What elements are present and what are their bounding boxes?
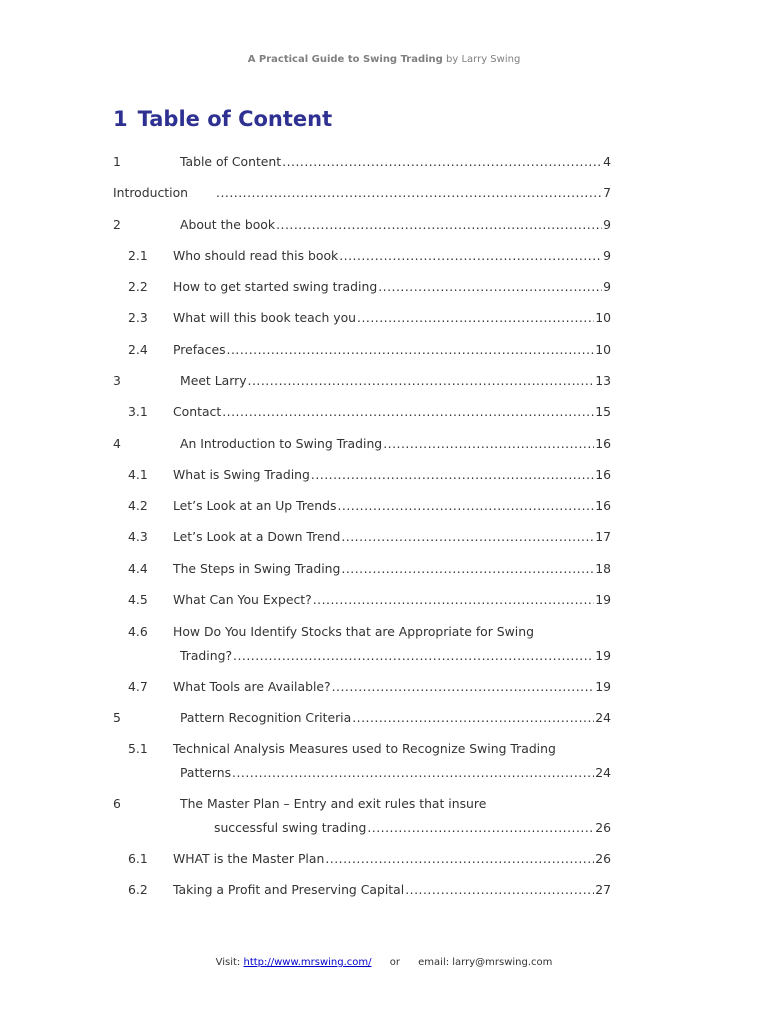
section-title: Table of Content — [137, 107, 333, 131]
toc-leader — [248, 373, 595, 389]
toc-number: 4 — [113, 436, 121, 451]
toc-entry-continuation[interactable] — [180, 648, 611, 664]
toc-leader — [352, 710, 594, 726]
toc-number: 4.5 — [128, 592, 148, 607]
toc-page: 24 — [595, 765, 611, 780]
toc-number: 6.1 — [128, 851, 148, 866]
toc-leader — [232, 765, 594, 781]
toc-title: About the book — [180, 217, 276, 232]
toc-number: 2.3 — [128, 310, 148, 325]
toc-number: 4.3 — [128, 529, 148, 544]
toc-entry[interactable] — [113, 373, 611, 389]
toc-title: An Introduction to Swing Trading — [180, 436, 383, 451]
toc-leader — [222, 404, 594, 420]
toc-number: 2.1 — [128, 248, 148, 263]
toc-entry[interactable] — [113, 436, 611, 452]
toc-leader — [367, 820, 594, 836]
toc-title: Let’s Look at a Down Trend — [173, 529, 341, 544]
toc-page: 17 — [595, 529, 611, 544]
toc-title: What Tools are Available? — [173, 679, 331, 694]
toc-title: Prefaces — [173, 342, 226, 357]
toc-number: 1 — [113, 154, 121, 169]
toc-entry[interactable] — [113, 217, 611, 233]
toc-entry[interactable] — [128, 592, 611, 608]
toc-title: WHAT is the Master Plan — [173, 851, 325, 866]
toc-title: The Steps in Swing Trading — [173, 561, 341, 576]
toc-leader — [227, 342, 595, 358]
toc-title: How to get started swing trading — [173, 279, 378, 294]
toc-entry[interactable] — [128, 679, 611, 695]
toc-number: 2.4 — [128, 342, 148, 357]
page-footer — [0, 957, 768, 968]
toc-entry[interactable] — [128, 467, 611, 483]
toc-page: 4 — [603, 154, 611, 169]
toc-entry[interactable] — [113, 710, 611, 726]
toc-page: 9 — [603, 248, 611, 263]
toc-leader — [233, 648, 594, 664]
toc-leader — [311, 467, 594, 483]
toc-title: Trading? — [180, 648, 233, 663]
toc-leader — [357, 310, 594, 326]
toc-number: 4.7 — [128, 679, 148, 694]
toc-entry-multiline[interactable] — [128, 624, 534, 640]
toc-leader — [405, 882, 594, 898]
toc-title: What is Swing Trading — [173, 467, 310, 482]
toc-page: 18 — [595, 561, 611, 576]
toc-page: 16 — [595, 498, 611, 513]
toc-number: 6 — [113, 796, 121, 811]
toc-title: Who should read this book — [173, 248, 339, 263]
email-text: email: larry@mrswing.com — [418, 957, 553, 968]
toc-leader — [378, 279, 602, 295]
toc-page: 15 — [595, 404, 611, 419]
toc-number: Introduction — [113, 185, 189, 200]
toc-page: 9 — [603, 217, 611, 232]
toc-page: 10 — [595, 342, 611, 357]
toc-entry-continuation[interactable] — [180, 765, 611, 781]
toc-page: 10 — [595, 310, 611, 325]
toc-entry[interactable] — [128, 404, 611, 420]
toc-number: 3 — [113, 373, 121, 388]
toc-page: 16 — [595, 467, 611, 482]
toc-entry[interactable] — [128, 279, 611, 295]
toc-leader — [282, 154, 602, 170]
toc-entry[interactable] — [113, 154, 611, 170]
toc-entry-multiline[interactable] — [128, 741, 556, 757]
toc-entry[interactable] — [128, 310, 611, 326]
toc-leader — [337, 498, 594, 514]
toc-page: 19 — [595, 679, 611, 694]
toc-number: 4.2 — [128, 498, 148, 513]
toc-entry[interactable] — [128, 851, 611, 867]
or-label: or — [389, 957, 400, 968]
toc-title: Taking a Profit and Preserving Capital — [173, 882, 405, 897]
toc-title: Contact — [173, 404, 222, 419]
toc-leader — [341, 561, 594, 577]
section-number: 1 — [113, 107, 128, 131]
toc-entry[interactable] — [113, 185, 611, 201]
toc-title-line1: The Master Plan – Entry and exit rules that insure — [180, 796, 487, 811]
toc-title: Let’s Look at an Up Trends — [173, 498, 337, 513]
toc-page: 24 — [595, 710, 611, 725]
toc-title: What Can You Expect? — [173, 592, 312, 607]
toc-leader — [276, 217, 602, 233]
toc-leader — [383, 436, 594, 452]
toc-title: What will this book teach you — [173, 310, 357, 325]
toc-leader — [313, 592, 594, 608]
toc-page: 27 — [595, 882, 611, 897]
toc-entry[interactable] — [128, 342, 611, 358]
toc-page: 9 — [603, 279, 611, 294]
website-link[interactable]: http://www.mrswing.com/ — [243, 957, 372, 968]
book-title: A Practical Guide to Swing Trading — [247, 54, 443, 65]
toc-page: 26 — [595, 851, 611, 866]
toc-number: 5 — [113, 710, 121, 725]
toc-number: 6.2 — [128, 882, 148, 897]
toc-number: 5.1 — [128, 741, 148, 756]
section-heading — [113, 107, 332, 131]
visit-label: Visit: — [215, 957, 241, 968]
toc-entry[interactable] — [128, 561, 611, 577]
toc-number: 3.1 — [128, 404, 148, 419]
toc-leader — [216, 185, 602, 201]
toc-page: 19 — [595, 648, 611, 663]
toc-number: 4.4 — [128, 561, 148, 576]
toc-entry[interactable] — [128, 882, 611, 898]
toc-title: Table of Content — [180, 154, 282, 169]
toc-title: Pattern Recognition Criteria — [180, 710, 352, 725]
byline: by Larry Swing — [442, 54, 521, 65]
toc-number: 4.1 — [128, 467, 148, 482]
toc-title-line1: How Do You Identify Stocks that are Appropriate for Swing — [173, 624, 534, 639]
toc-page: 7 — [603, 185, 611, 200]
toc-number: 2 — [113, 217, 121, 232]
toc-entry-continuation[interactable] — [214, 820, 611, 836]
toc-leader — [339, 248, 602, 264]
toc-page: 26 — [595, 820, 611, 835]
page-header — [0, 54, 768, 65]
toc-entry-multiline[interactable] — [113, 796, 486, 812]
toc-title: Meet Larry — [180, 373, 247, 388]
toc-entry[interactable] — [128, 248, 611, 264]
toc-page: 16 — [595, 436, 611, 451]
toc-number: 4.6 — [128, 624, 148, 639]
toc-title: successful swing trading — [214, 820, 367, 835]
toc-page: 13 — [595, 373, 611, 388]
toc-page: 19 — [595, 592, 611, 607]
toc-title-line1: Technical Analysis Measures used to Recognize Swing Trading — [173, 741, 556, 756]
toc-entry[interactable] — [128, 529, 611, 545]
toc-number: 2.2 — [128, 279, 148, 294]
toc-leader — [325, 851, 594, 867]
toc-leader — [332, 679, 595, 695]
toc-entry[interactable] — [128, 498, 611, 514]
toc-leader — [341, 529, 594, 545]
toc-title: Patterns — [180, 765, 232, 780]
